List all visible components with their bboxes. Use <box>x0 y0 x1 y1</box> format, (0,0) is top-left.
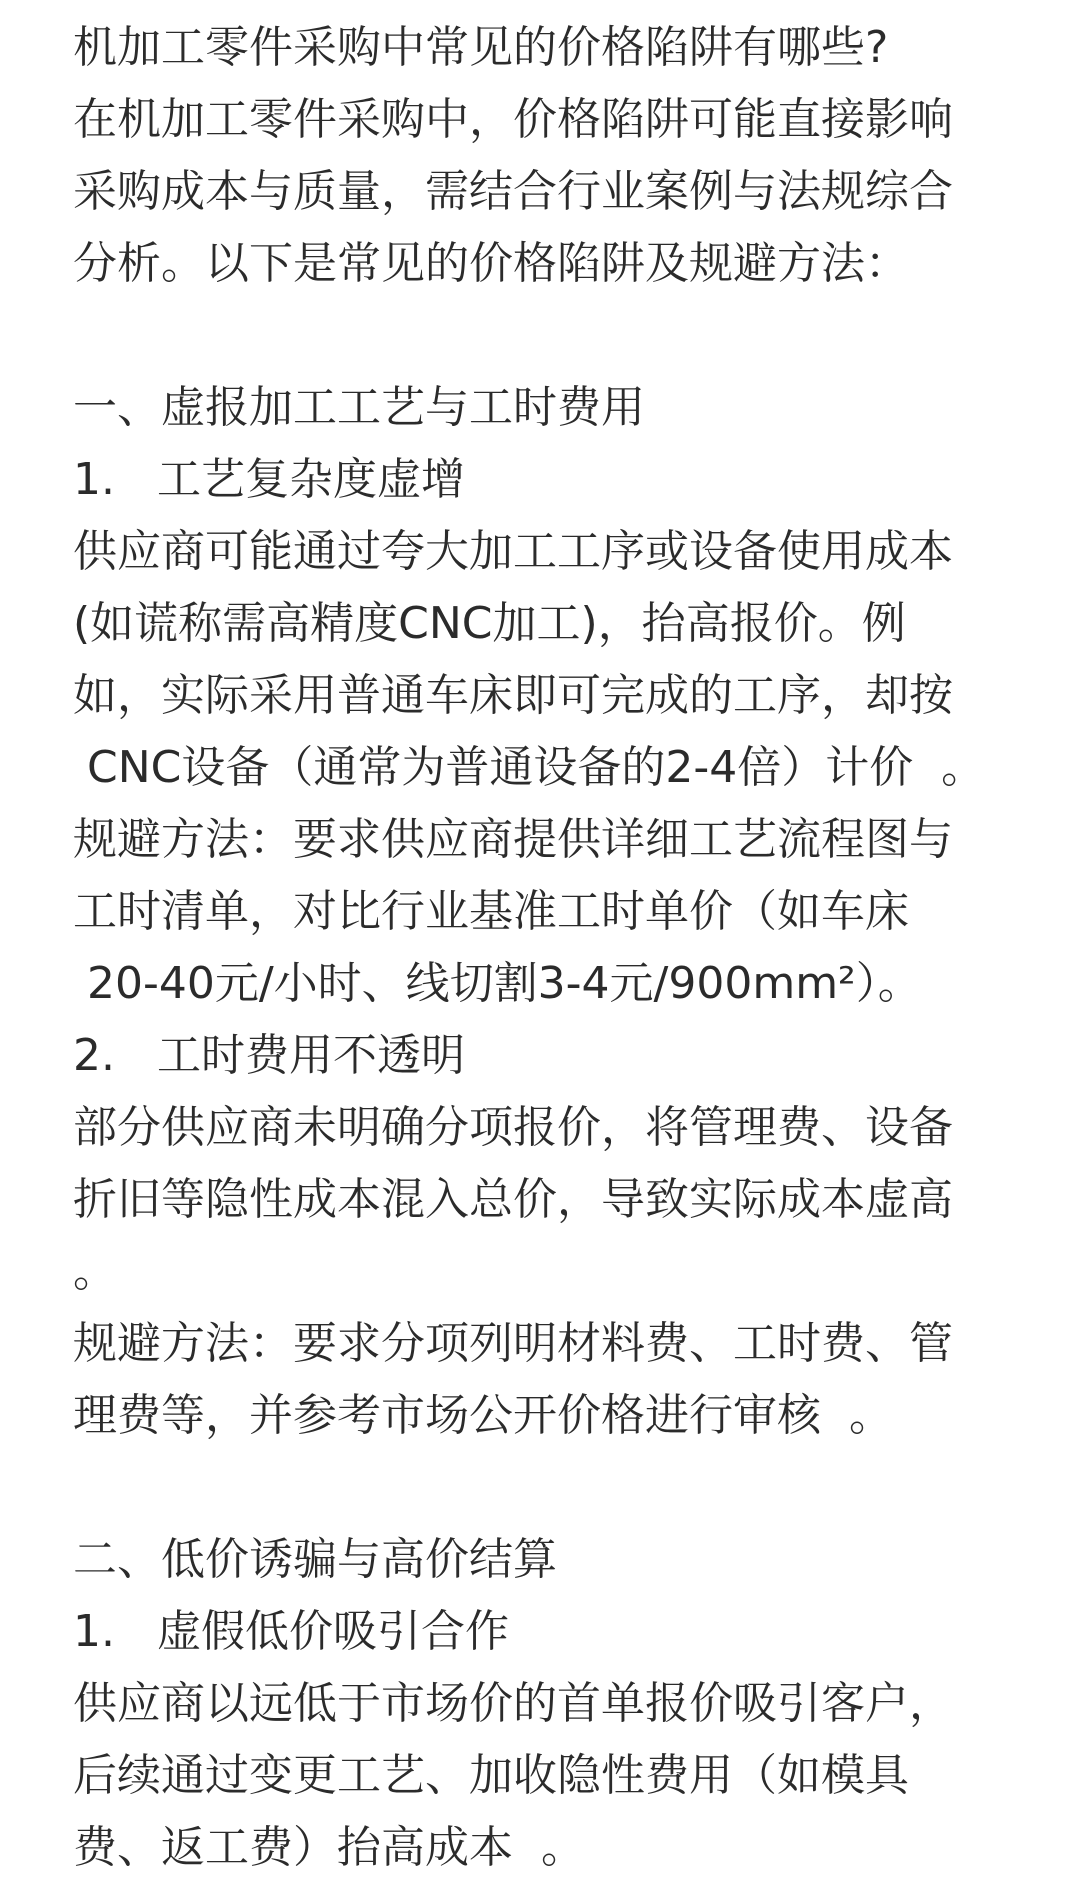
item-title: 1. 工艺复杂度虚增 <box>73 454 465 505</box>
paragraph-gap <box>73 1452 1013 1524</box>
item-title: 1. 虚假低价吸引合作 <box>73 1606 509 1657</box>
intro-line: 采购成本与质量，需结合行业案例与法规综合 <box>73 166 953 217</box>
question-title: 机加工零件采购中常见的价格陷阱有哪些? <box>73 22 889 73</box>
body-line: (如谎称需高精度CNC加工)，抬高报价。例 <box>73 598 906 649</box>
paragraph-gap <box>73 300 1013 372</box>
body-line: 工时清单，对比行业基准工时单价（如车床 <box>73 886 909 937</box>
body-line: 理费等，并参考市场公开价格进行审核 。 <box>73 1390 893 1441</box>
body-line: 部分供应商未明确分项报价，将管理费、设备 <box>73 1102 953 1153</box>
section-heading: 二、低价诱骗与高价结算 <box>73 1534 557 1585</box>
article-body <box>73 12 1013 1884</box>
body-line: 折旧等隐性成本混入总价，导致实际成本虚高 <box>73 1174 953 1225</box>
intro-line: 在机加工零件采购中，价格陷阱可能直接影响 <box>73 94 953 145</box>
body-line: 。 <box>73 1246 117 1297</box>
body-line: 后续通过变更工艺、加收隐性费用（如模具 <box>73 1750 909 1801</box>
item-title: 2. 工时费用不透明 <box>73 1030 465 1081</box>
body-line: CNC设备（通常为普通设备的2-4倍）计价 。 <box>73 742 986 793</box>
body-line: 费、返工费）抬高成本 。 <box>73 1822 585 1873</box>
body-line: 20-40元/小时、线切割3-4元/900mm²）。 <box>73 958 922 1009</box>
body-line: 规避方法：要求供应商提供详细工艺流程图与 <box>73 814 953 865</box>
section-heading: 一、虚报加工工艺与工时费用 <box>73 382 645 433</box>
body-line: 供应商可能通过夸大加工工序或设备使用成本 <box>73 526 953 577</box>
body-line: 如，实际采用普通车床即可完成的工序，却按 <box>73 670 953 721</box>
body-line: 供应商以远低于市场价的首单报价吸引客户， <box>73 1678 953 1729</box>
body-line: 规避方法：要求分项列明材料费、工时费、管 <box>73 1318 953 1369</box>
intro-line: 分析。以下是常见的价格陷阱及规避方法： <box>73 238 909 289</box>
